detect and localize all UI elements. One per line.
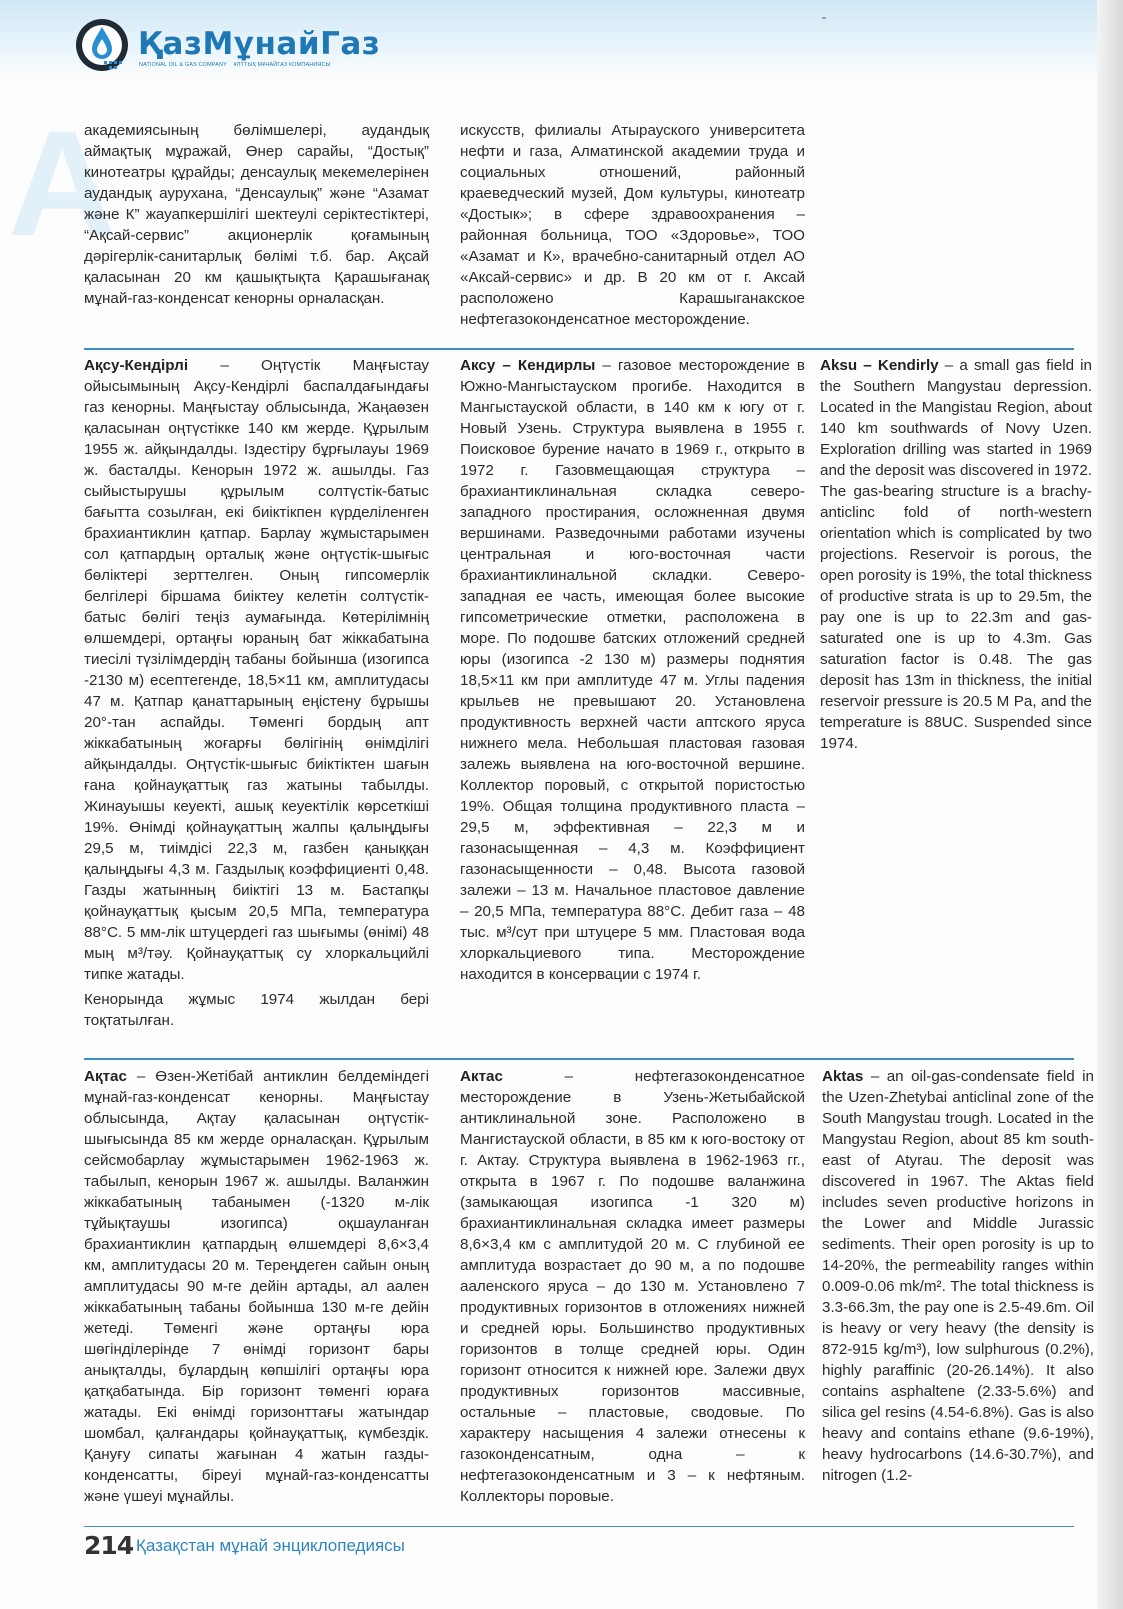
page-number: 214 [84, 1531, 134, 1560]
section1-kz [84, 120, 429, 309]
section-divider [84, 348, 1074, 350]
section3-kz [84, 1066, 429, 1507]
paragraph [820, 355, 1092, 754]
section3-en [822, 1066, 1094, 1486]
paragraph: искусств, филиалы Атырауского университета нефти и газа, Алматинской академии труда и социальных отношений, районный краеведческий музей, Дом культуры, кинотеатр «Достык»; в сфере здравоохранения – районная больница, ТОО «Здоровье», ТОО «Азамат и К», врачебно-санитарный отдел АО «Аксай-сервис» и др. В 20 км от г. Аксай расположено Карашыганакское нефтегазоконденсатное месторождение. [460, 122, 805, 328]
entry-title: Ақсу-Кендірлі [84, 357, 189, 374]
entry-text: – Оңтүстік Маңғыстау ойысымының Ақсу-Кендірлі баспалдағындағы газ кенорны. Маңғыстау облысында, Жаңаөзен қаласынан оңтүстікке 140 км жерде. Құрылым 1955 ж. айқындалды. Іздестіру бұрғылауы 1969 ж. басталды. Кенорын 1972 ж. ашылды. Газ сыйыстырушы құрылым солтүстік-батыс бағытта созылған, екі биіктікпен күрделіленген брахиантиклин қатпар. Барлау жұмыстарымен сол қатпардың орталық және оңтүстік-шығыс бөліктері зерттелген. Оның гипсомерлік белгілері біршама биіктеу келетін солтүстік-батыс бөлігі теңіз аумағында. Көтерілімнің өлшемдері, ортаңғы юраның бат жіккабатына тиесілі түзілімдердің табаны бойынша (изогипса -2130 м) есептегенде, 18,5×11 км, амплитудасы 47 м. Қатпар қанаттарының еңістену бұрышы 20°-тан аспайды. Төменгі бордың апт жіккабатының жоғарғы бөлігінің өнімділігі айқындалды. Оңтүстік-шығыс биіктіктен шағын ғана қойнауқаттық газ жатыны табылды. Жинауышы кеуекті, ашық кеуектілік көрсеткіші 19%. Өнімді қойнауқаттың жалпы қалыңдығы 29,5 м, тиімдісі 22,3 м, газбен қаныққан қалыңдығы 4,3 м. Газдылық коэффициенті 0,48. Газды жатынның биіктігі 13 м. Бастапқы қойнауқаттық қысым 20,5 МПа, температура 88°С. 5 мм-лік штуцердегі газ шығымы (өнімі) 48 мың м³/тәу. Қойнауқаттық су хлоркальцийлі типке жатады. [84, 357, 429, 983]
entry-title: Актас [460, 1068, 503, 1085]
section1-ru [460, 120, 805, 330]
entry-title: Ақтас [84, 1068, 127, 1085]
footer-title: Қазақстан мұнай энциклопедиясы [136, 1536, 405, 1555]
section2-ru [460, 355, 805, 985]
entry-text: – a small gas field in the Southern Mangystau depression. Located in the Mangistau Region, about 140 km southwards of Novy Uzen. Exploration drilling was started in 1969 and the deposit was discovered in 1972. The gas-bearing structure is a brachy-anticlinc fold of north-western orientation which is complicated by two projections. Reservoir is porous, the open porosity is 19%, the total thickness of productive strata is up to 29.5m, the pay one is up to 22.3m and gas-saturated one is up to 4.3m. Gas saturation factor is 0.48. The gas deposit has 13m in thickness, the initial reservoir pressure is 20.5 M Pa, and the temperature is 88UC. Suspended since 1974. [820, 357, 1092, 752]
kmg-logo-icon [74, 17, 130, 73]
section3-ru [460, 1066, 805, 1507]
section2-kz [84, 355, 429, 1031]
logo-subtitle-kz: ҰЛТТЫҚ МҰНАЙГАЗ КОМПАНИЯСЫ [233, 62, 331, 68]
entry-text: – Өзен-Жетібай антиклин белдеміндегі мұнай-газ-конденсат кенорны. Маңғыстау облысында, Ақтау қаласынан оңтүстік-шығысында 85 км жерде орналасқан. Құрылым сейсмобарлау жұмыстарымен 1962-1963 ж. табылып, кенорын 1967 ж. ашылды. Валанжин жіккабатының табанымен (-1320 м-лік тұйықтаушы изогипса) оқшауланған брахиантиклин қатпардың өлшемдері 8,6×3,4 км, амплитудасы 20 м. Тереңдеген сайын оның амплитудасы 90 м-ге дейін артады, ал аален жіккабатының табаны бойынша 130 м-ге дейін жетеді. Төменгі және ортаңғы юра шөгінділерінде 7 өнімді горизонт бары анықталды, бұлардың көпшілігі ортаңғы юра қатқабатында. Бір горизонт төменгі юраға жатады. Екі өнімді горизонттағы жатындар шомбал, қалғандары қойнауқаттық, күмбездік. Қануғу сипаты жағынан 4 жатын газды-конденсатты, біреуі мұнай-газ-конденсатты және үшеуі мұнайлы. [84, 1068, 429, 1505]
watermark-letter: A [8, 99, 117, 267]
scan-speck [822, 17, 826, 19]
entry-title: Aksu – Kendirly [820, 357, 939, 374]
paragraph [460, 355, 805, 985]
footer-divider [84, 1526, 1074, 1527]
section-divider [84, 1058, 1074, 1060]
logo-subtitle-en: NATIONAL OIL & GAS COMPANY [139, 62, 227, 68]
entry-title: Aktas [822, 1068, 864, 1085]
entry-text: – an oil-gas-condensate field in the Uzen-Zhetybai anticlinal zone of the South Mangystau trough. Located in the Mangystau Region, about 85 km south-east of Atyrau. The deposit was discovered in 1967. The Aktas field includes seven productive horizons in the Lower and Middle Jurassic sediments. Their open porosity is up to 14-20%, the permeability ranges within 0.009-0.06 mk/m². The total thickness is 3.3-66.3m, the pay one is 2.5-49.6m. Oil is heavy or very heavy (the density is 872-915 kg/m³), low sulphurous (0.2%), highly paraffinic (20-26.14%). It also contains asphaltene (2.33-5.6%) and silica gel resins (4.54-6.8%). Gas is also heavy and contains ethane (9.6-19%), heavy hydrocarbons (14.6-30.7%), and nitrogen (1.2- [822, 1068, 1094, 1484]
page-header [0, 0, 1123, 80]
paragraph [460, 1066, 805, 1507]
logo-title: ҚазМұнайГаз [138, 26, 381, 62]
logo-subtitle [139, 62, 331, 68]
paragraph [84, 355, 429, 985]
paragraph: Кенорында жұмыс 1974 жылдан бері тоқтатылған. [84, 991, 429, 1029]
paragraph [84, 1066, 429, 1507]
page-binding-edge [1097, 0, 1123, 1609]
entry-title: Аксу – Кендирлы [460, 357, 596, 374]
section2-en [820, 355, 1092, 754]
paragraph [822, 1066, 1094, 1486]
entry-text: – нефтегазоконденсатное месторождение в Узень-Жетыбайской антиклинальной зоне. Расположено в Мангистауской области, в 85 км к юго-востоку от г. Актау. Структура выявлена в 1962-1963 гг., открыта в 1967 г. По подошве валанжина (замыкающая изогипса -1 320 м) брахиантиклинальная складка имеет размеры 8,6×3,4 км с амплитудой 20 м. С глубиной ее амплитуда возрастает до 90 м, а по подошве ааленского яруса – до 130 м. Установлено 7 продуктивных горизонтов в отложениях нижней и средней юры. Большинство продуктивных горизонтов в толще средней юры. Один горизонт относится к нижней юре. Залежи двух продуктивных горизонтов массивные, остальные – пластовые, сводовые. По характеру насыщения 4 залежи отнесены к газоконденсатным, одна – к нефтегазоконденсатным и 3 – к нефтяным. Коллекторы поровые. [460, 1068, 805, 1505]
paragraph: академиясының бөлімшелері, аудандық аймақтық мұражай, Өнер сарайы, “Достық” кинотеатры құрайды; денсаулық мекемелерінен аудандық аурухана, “Денсаулық” және “Азамат және К” жауапкершілігі шектеулі серіктестіктері, “Ақсай-сервис” акционерлік қоғамының дәрігерлік-санитарлық бөлімі т.б. бар. Ақсай қаласынан 20 км қашықтықта Қарашығанақ мұнай-газ-конденсат кенорны орналасқан. [84, 122, 429, 307]
entry-text: – газовое месторождение в Южно-Мангыстауском прогибе. Находится в Мангыстауской области, в 140 км к югу от г. Новый Узень. Структура выявлена в 1955 г. Поисковое бурение начато в 1969 г., открыто в 1972 г. Газовмещающая структура – брахиантиклинальная складка северо-западного простирания, осложненная двумя вершинами. Разведочными работами изучены центральная и юго-восточная части брахиантиклинальной складки. Северо-западная ее часть, имеющая более высокие гипсометрические отметки, расположена в море. По подошве батских отложений средней юры (изогипса -2 130 м) размеры поднятия 18,5×11 км при амплитуде 47 м. Углы падения крыльев не превышают 20. Установлена продуктивность верхней части аптского яруса нижнего мела. Небольшая пластовая газовая залежь выявлена на юго-восточной вершине. Коллектор поровый, с открытой пористостью 19%. Общая толщина продуктивного пласта – 29,5 м, эффективная – 22,3 м и газонасыщенная – 4,3 м. Коэффициент газонасыщенности – 0,48. Высота газовой залежи – 13 м. Начальное пластовое давление – 20,5 МПа, температура 88°С. Дебит газа – 48 тыс. м³/сут при штуцере 5 мм. Пластовая вода хлоркальциевого типа. Месторождение находится в консервации с 1974 г. [460, 357, 805, 983]
